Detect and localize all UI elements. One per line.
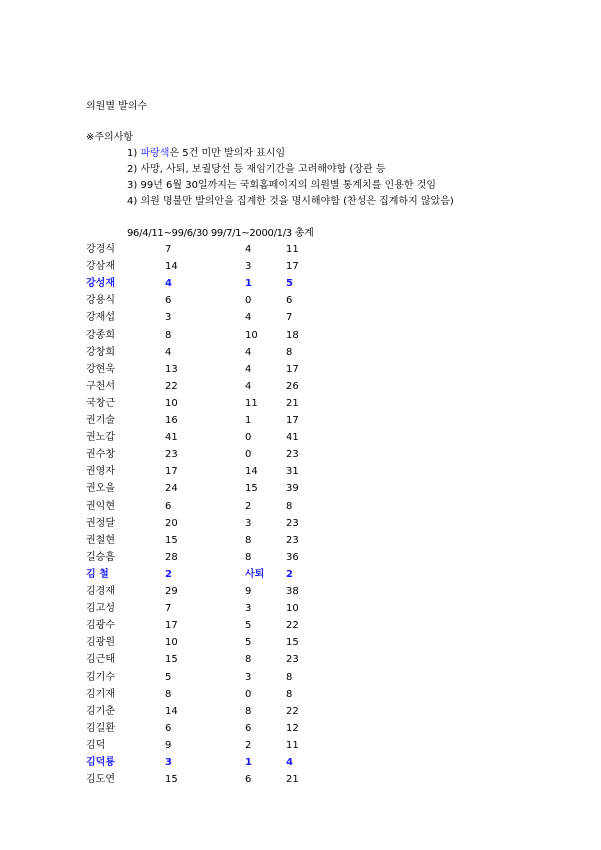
total-count-cell: 21	[286, 774, 299, 786]
table-row	[0, 432, 601, 449]
member-name-cell: 강재섭	[86, 312, 115, 324]
total-count-cell: 7	[286, 312, 293, 324]
note-text: 사망, 사퇴, 보궐당선 등 재임기간을 고려해야함 (장관 등	[140, 164, 386, 175]
member-name-cell: 권정달	[86, 517, 115, 529]
table-header	[127, 228, 313, 240]
member-name-cell: 권노갑	[86, 432, 115, 444]
note-highlight: 파랑색	[140, 148, 170, 159]
period2-count-cell: 0	[245, 449, 252, 461]
period2-count-cell: 8	[245, 705, 252, 717]
period2-count-cell: 4	[245, 244, 252, 255]
member-name-cell: 강성재	[86, 278, 115, 290]
member-name-cell: 김기재	[86, 688, 115, 700]
period1-count-cell: 3	[165, 757, 172, 768]
note-text: 의원 명불만 발의안을 집계한 것을 명시해야함 (찬성은 집계하지 않았음)	[140, 196, 454, 207]
total-count-cell: 17	[286, 363, 299, 375]
table-row	[0, 689, 601, 706]
total-count-cell: 38	[286, 586, 299, 597]
table-row	[0, 672, 601, 689]
table-row	[0, 774, 601, 791]
period2-count-cell: 1	[245, 415, 252, 426]
note-item	[127, 164, 385, 176]
period1-count-cell: 4	[165, 278, 172, 290]
note-text: 99년 6월 30일까지는 국회홈페이지의 의원별 통계치를 인용한 것임	[140, 180, 437, 191]
period1-count-cell: 10	[165, 397, 178, 409]
total-count-cell: 11	[286, 244, 299, 255]
member-name-cell: 강용식	[86, 295, 115, 307]
table-row	[0, 483, 601, 500]
total-count-cell: 17	[286, 415, 299, 426]
total-count-cell: 11	[286, 739, 299, 751]
member-name-cell: 김근태	[86, 654, 115, 666]
table-row	[0, 569, 601, 586]
period2-count-cell: 3	[245, 603, 252, 615]
period2-count-cell: 4	[245, 312, 252, 324]
member-name-cell: 김광원	[86, 637, 115, 649]
table-row	[0, 278, 601, 295]
period1-count-cell: 5	[165, 671, 172, 683]
period2-count-cell: 4	[245, 363, 252, 375]
period2-count-cell: 3	[245, 261, 252, 273]
period1-count-cell: 3	[165, 312, 172, 324]
total-count-cell: 17	[286, 261, 299, 273]
table-row	[0, 312, 601, 329]
period1-count-cell: 15	[165, 534, 178, 546]
note-text: 은 5건 미만 발의자 표시임	[169, 148, 286, 159]
total-count-cell: 8	[286, 671, 293, 683]
total-count-cell: 8	[286, 500, 293, 512]
period2-count-cell: 8	[245, 654, 252, 666]
period2-count-cell: 11	[245, 397, 258, 409]
note-number: 3)	[127, 180, 141, 191]
total-count-cell: 18	[286, 329, 299, 341]
table-row	[0, 244, 601, 261]
total-count-cell: 23	[286, 517, 299, 529]
total-count-cell: 21	[286, 397, 299, 409]
note-number: 2)	[127, 164, 141, 175]
period1-count-cell: 7	[165, 244, 172, 255]
note-item	[127, 148, 285, 160]
period2-count-cell: 2	[245, 739, 252, 751]
period2-count-cell: 8	[245, 534, 252, 546]
period1-count-cell: 22	[165, 380, 178, 392]
period1-count-cell: 2	[165, 568, 172, 580]
page-title: 의원별 발의수	[86, 101, 148, 112]
period2-count-cell: 6	[245, 722, 252, 734]
table-row	[0, 295, 601, 312]
total-count-cell: 23	[286, 654, 299, 666]
table-row	[0, 637, 601, 654]
period2-count-cell: 0	[245, 432, 252, 444]
member-name-cell: 김광수	[86, 620, 115, 632]
member-name-cell: 강창희	[86, 346, 115, 358]
member-name-cell: 강경식	[86, 244, 115, 255]
period2-count-cell: 5	[245, 637, 252, 649]
total-count-cell: 31	[286, 466, 299, 478]
period1-count-cell: 9	[165, 739, 172, 751]
member-name-cell: 강종희	[86, 329, 115, 341]
member-name-cell: 강삼재	[86, 261, 115, 273]
period2-count-cell: 10	[245, 329, 258, 341]
member-name-cell: 권익현	[86, 500, 115, 512]
table-row	[0, 330, 601, 347]
total-count-cell: 12	[286, 722, 299, 734]
note-item	[127, 180, 436, 192]
table-row	[0, 518, 601, 535]
total-count-cell: 15	[286, 637, 299, 649]
period1-count-cell: 6	[165, 722, 172, 734]
table-row	[0, 466, 601, 483]
column-header-total: 총계	[294, 228, 314, 239]
table-row	[0, 654, 601, 671]
member-name-cell: 강현욱	[86, 363, 115, 375]
period2-count-cell: 4	[245, 346, 252, 358]
period2-count-cell: 1	[245, 278, 252, 290]
table-row	[0, 415, 601, 432]
table-row	[0, 740, 601, 757]
member-name-cell: 권영자	[86, 466, 115, 478]
period1-count-cell: 4	[165, 346, 172, 358]
table-row	[0, 398, 601, 415]
member-name-cell: 국창근	[86, 397, 115, 409]
member-name-cell: 김기수	[86, 671, 115, 683]
period2-count-cell: 2	[245, 500, 252, 512]
period2-count-cell: 8	[245, 551, 252, 563]
notes-heading: ※주의사항	[86, 132, 134, 143]
member-name-cell: 김도연	[86, 774, 115, 786]
note-number: 4)	[127, 196, 141, 207]
total-count-cell: 8	[286, 688, 293, 700]
note-number: 1)	[127, 148, 141, 159]
period2-count-cell: 5	[245, 620, 252, 632]
table-row	[0, 620, 601, 637]
table-row	[0, 347, 601, 364]
period1-count-cell: 29	[165, 586, 178, 597]
table-row	[0, 364, 601, 381]
period1-count-cell: 28	[165, 551, 178, 563]
column-header-period1: 96/4/11~99/6/30	[127, 228, 208, 239]
member-name-cell: 권수창	[86, 449, 115, 461]
member-name-cell: 권철현	[86, 534, 115, 546]
period1-count-cell: 15	[165, 774, 178, 786]
member-name-cell: 김 철	[86, 568, 109, 580]
member-name-cell: 김경재	[86, 586, 115, 597]
period2-count-cell: 1	[245, 757, 252, 768]
period1-count-cell: 7	[165, 603, 172, 615]
period2-count-cell: 14	[245, 466, 258, 478]
period1-count-cell: 6	[165, 295, 172, 307]
total-count-cell: 39	[286, 483, 299, 495]
total-count-cell: 4	[286, 757, 293, 768]
total-count-cell: 8	[286, 346, 293, 358]
period2-count-cell: 6	[245, 774, 252, 786]
period1-count-cell: 14	[165, 705, 178, 717]
period1-count-cell: 8	[165, 688, 172, 700]
period2-count-cell: 3	[245, 671, 252, 683]
period2-count-cell: 4	[245, 380, 252, 392]
period1-count-cell: 13	[165, 363, 178, 375]
table-row	[0, 501, 601, 518]
total-count-cell: 36	[286, 551, 299, 563]
table-row	[0, 552, 601, 569]
period1-count-cell: 17	[165, 466, 178, 478]
total-count-cell: 41	[286, 432, 299, 444]
total-count-cell: 23	[286, 449, 299, 461]
period1-count-cell: 6	[165, 500, 172, 512]
table-row	[0, 381, 601, 398]
total-count-cell: 23	[286, 534, 299, 546]
period2-count-cell: 0	[245, 688, 252, 700]
total-count-cell: 26	[286, 380, 299, 392]
table-row	[0, 261, 601, 278]
member-name-cell: 김고성	[86, 603, 115, 615]
period1-count-cell: 17	[165, 620, 178, 632]
member-name-cell: 권기술	[86, 415, 115, 426]
total-count-cell: 22	[286, 620, 299, 632]
total-count-cell: 10	[286, 603, 299, 615]
total-count-cell: 22	[286, 705, 299, 717]
table-row	[0, 723, 601, 740]
period1-count-cell: 14	[165, 261, 178, 273]
table-row	[0, 603, 601, 620]
member-name-cell: 김덕	[86, 739, 106, 751]
period2-count-cell: 9	[245, 586, 252, 597]
table-row	[0, 535, 601, 552]
note-item	[127, 196, 454, 208]
column-header-period2: 99/7/1~2000/1/3	[210, 228, 292, 239]
table-row	[0, 757, 601, 774]
total-count-cell: 6	[286, 295, 293, 307]
member-name-cell: 길승흠	[86, 551, 115, 563]
period1-count-cell: 10	[165, 637, 178, 649]
period1-count-cell: 16	[165, 415, 178, 426]
table-row	[0, 449, 601, 466]
period1-count-cell: 20	[165, 517, 178, 529]
period2-count-cell: 사퇴	[245, 568, 265, 580]
total-count-cell: 2	[286, 568, 293, 580]
table-row	[0, 586, 601, 603]
member-name-cell: 김덕룡	[86, 757, 115, 768]
period2-count-cell: 15	[245, 483, 258, 495]
member-name-cell: 구천서	[86, 380, 115, 392]
table-row	[0, 706, 601, 723]
total-count-cell: 5	[286, 278, 293, 290]
period2-count-cell: 3	[245, 517, 252, 529]
period1-count-cell: 41	[165, 432, 178, 444]
period1-count-cell: 24	[165, 483, 178, 495]
period1-count-cell: 23	[165, 449, 178, 461]
member-name-cell: 권오을	[86, 483, 115, 495]
period1-count-cell: 8	[165, 329, 172, 341]
period1-count-cell: 15	[165, 654, 178, 666]
member-name-cell: 김길환	[86, 722, 115, 734]
period2-count-cell: 0	[245, 295, 252, 307]
member-name-cell: 김기춘	[86, 705, 115, 717]
